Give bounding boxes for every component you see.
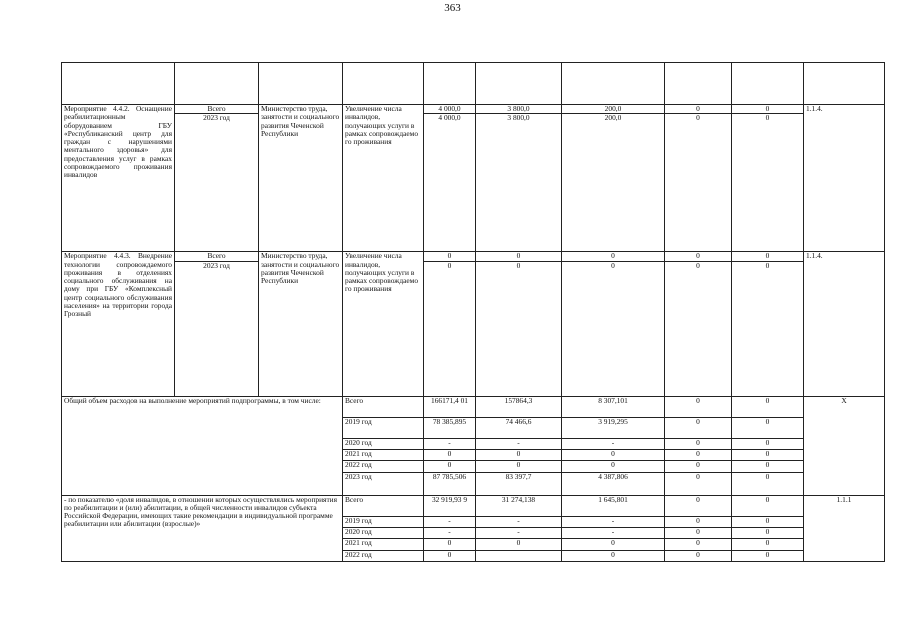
cell: 0 <box>476 449 562 460</box>
cell: 0 <box>476 261 562 396</box>
cell: 0 <box>732 114 804 252</box>
table-row <box>62 105 885 114</box>
cell: 0 <box>732 252 804 261</box>
m443-executor: Министерство труда, занятости и социального развития Чеченской Республики <box>259 252 343 396</box>
cell: 0 <box>424 550 476 561</box>
m442-period: Всего <box>175 105 259 114</box>
table-row <box>62 495 885 516</box>
cell: - <box>476 516 562 527</box>
cell: 0 <box>732 495 804 516</box>
m443-indicator: Увеличение числа инвалидов, получающих услуги в рамках сопровождаемо го проживания <box>343 252 424 396</box>
cell: 0 <box>665 105 732 114</box>
cell: 4 000,0 <box>424 105 476 114</box>
cell: 87 785,506 <box>424 472 476 495</box>
m442-period: 2023 год <box>175 114 259 252</box>
cell: 0 <box>562 252 665 261</box>
cell: 0 <box>562 460 665 472</box>
indicator-ref: 1.1.1 <box>804 495 885 561</box>
total-year: 2021 год <box>343 449 424 460</box>
cell: 0 <box>665 261 732 396</box>
cell: 4 387,806 <box>562 472 665 495</box>
cell: 0 <box>665 550 732 561</box>
cell: 0 <box>732 538 804 550</box>
cell: 0 <box>732 417 804 438</box>
cell: 0 <box>732 438 804 449</box>
cell: 74 466,6 <box>476 417 562 438</box>
m442-indicator: Увеличение числа инвалидов, получающих услуги в рамках сопровождаемо го проживания <box>343 105 424 252</box>
indicator-year: 2019 год <box>343 516 424 527</box>
cell: 0 <box>732 516 804 527</box>
cell: 0 <box>562 261 665 396</box>
cell: 83 397,7 <box>476 472 562 495</box>
table-row <box>62 261 885 396</box>
cell: 0 <box>665 114 732 252</box>
cell: 0 <box>732 460 804 472</box>
m442-ref: 1.1.4. <box>804 105 885 252</box>
cell: 0 <box>732 449 804 460</box>
cell: - <box>424 527 476 538</box>
total-year: 2022 год <box>343 460 424 472</box>
cell: 0 <box>665 252 732 261</box>
indicator-year: 2020 год <box>343 527 424 538</box>
total-year: 2023 год <box>343 472 424 495</box>
cell: 0 <box>665 417 732 438</box>
indicator-year: Всего <box>343 495 424 516</box>
cell: 0 <box>665 516 732 527</box>
cell: 200,0 <box>562 114 665 252</box>
total-year: Всего <box>343 396 424 417</box>
cell: 0 <box>424 261 476 396</box>
cell: 0 <box>665 449 732 460</box>
cell: 3 919,295 <box>562 417 665 438</box>
total-year: 2019 год <box>343 417 424 438</box>
cell: 0 <box>476 538 562 550</box>
cell: 0 <box>562 550 665 561</box>
cell: - <box>476 527 562 538</box>
cell: 8 307,101 <box>562 396 665 417</box>
cell: 4 000,0 <box>424 114 476 252</box>
cell: 3 800,0 <box>476 114 562 252</box>
m442-title: Мероприятие 4.4.2. Оснащение реабилитационным оборудованием ГБУ «Республиканский центр для граждан с нарушениями ментального здоровья» для предоставления услуг в рамках сопровождаемого проживания инвалидов <box>62 105 175 252</box>
cell: - <box>476 438 562 449</box>
total-year: 2020 год <box>343 438 424 449</box>
cell: - <box>562 516 665 527</box>
cell: 0 <box>665 527 732 538</box>
cell: 0 <box>665 396 732 417</box>
cell: 1 645,801 <box>562 495 665 516</box>
cell: 0 <box>732 105 804 114</box>
table-row <box>62 252 885 261</box>
table-row <box>62 63 885 105</box>
total-label: Общий объем расходов на выполнение мероприятий подпрограммы, в том числе: <box>62 396 343 495</box>
indicator-year: 2021 год <box>343 538 424 550</box>
cell: - <box>424 438 476 449</box>
cell: 32 919,93 9 <box>424 495 476 516</box>
cell: 0 <box>732 396 804 417</box>
cell: 0 <box>562 538 665 550</box>
m443-title: Мероприятие 4.4.3. Внедрение технологии сопровождаемого проживания в отделениях социального обслуживания на дому при ГБУ «Комплексный центр социального обслуживания населения» на территории города Грозный <box>62 252 175 396</box>
cell: 0 <box>732 550 804 561</box>
page-number: 363 <box>444 2 461 14</box>
cell: 0 <box>476 460 562 472</box>
cell: 0 <box>732 527 804 538</box>
indicator-year: 2022 год <box>343 550 424 561</box>
cell: 78 385,895 <box>424 417 476 438</box>
cell: 0 <box>665 472 732 495</box>
cell: - <box>562 527 665 538</box>
budget-table <box>61 62 885 562</box>
total-ref: Х <box>804 396 885 495</box>
m443-ref: 1.1.4. <box>804 252 885 396</box>
cell: 0 <box>424 449 476 460</box>
cell: 166171,4 01 <box>424 396 476 417</box>
cell: 200,0 <box>562 105 665 114</box>
cell: 0 <box>562 449 665 460</box>
cell: 0 <box>476 252 562 261</box>
cell: 157864,3 <box>476 396 562 417</box>
cell: 31 274,138 <box>476 495 562 516</box>
table-row <box>62 396 885 417</box>
cell: 0 <box>665 438 732 449</box>
cell <box>476 550 562 561</box>
cell: 0 <box>424 460 476 472</box>
cell: 0 <box>665 495 732 516</box>
cell: 0 <box>732 472 804 495</box>
cell: 0 <box>665 538 732 550</box>
table-row <box>62 114 885 252</box>
cell: 0 <box>732 261 804 396</box>
cell: - <box>424 516 476 527</box>
cell: 0 <box>424 538 476 550</box>
cell: 3 800,0 <box>476 105 562 114</box>
indicator-label: - по показателю «доля инвалидов, в отношении которых осуществлялись мероприятия по реабилитации и (или) абилитации, в общей численности инвалидов субъекта Российской Федерации, имеющих такие рекомендации в индивидуальной программе реабилитации или абилитации (взрослые)» <box>62 495 343 561</box>
cell: 0 <box>665 460 732 472</box>
m443-period: 2023 год <box>175 261 259 396</box>
cell: - <box>562 438 665 449</box>
cell: 0 <box>424 252 476 261</box>
m442-executor: Министерство труда, занятости и социального развития Чеченской Республики <box>259 105 343 252</box>
m443-period: Всего <box>175 252 259 261</box>
